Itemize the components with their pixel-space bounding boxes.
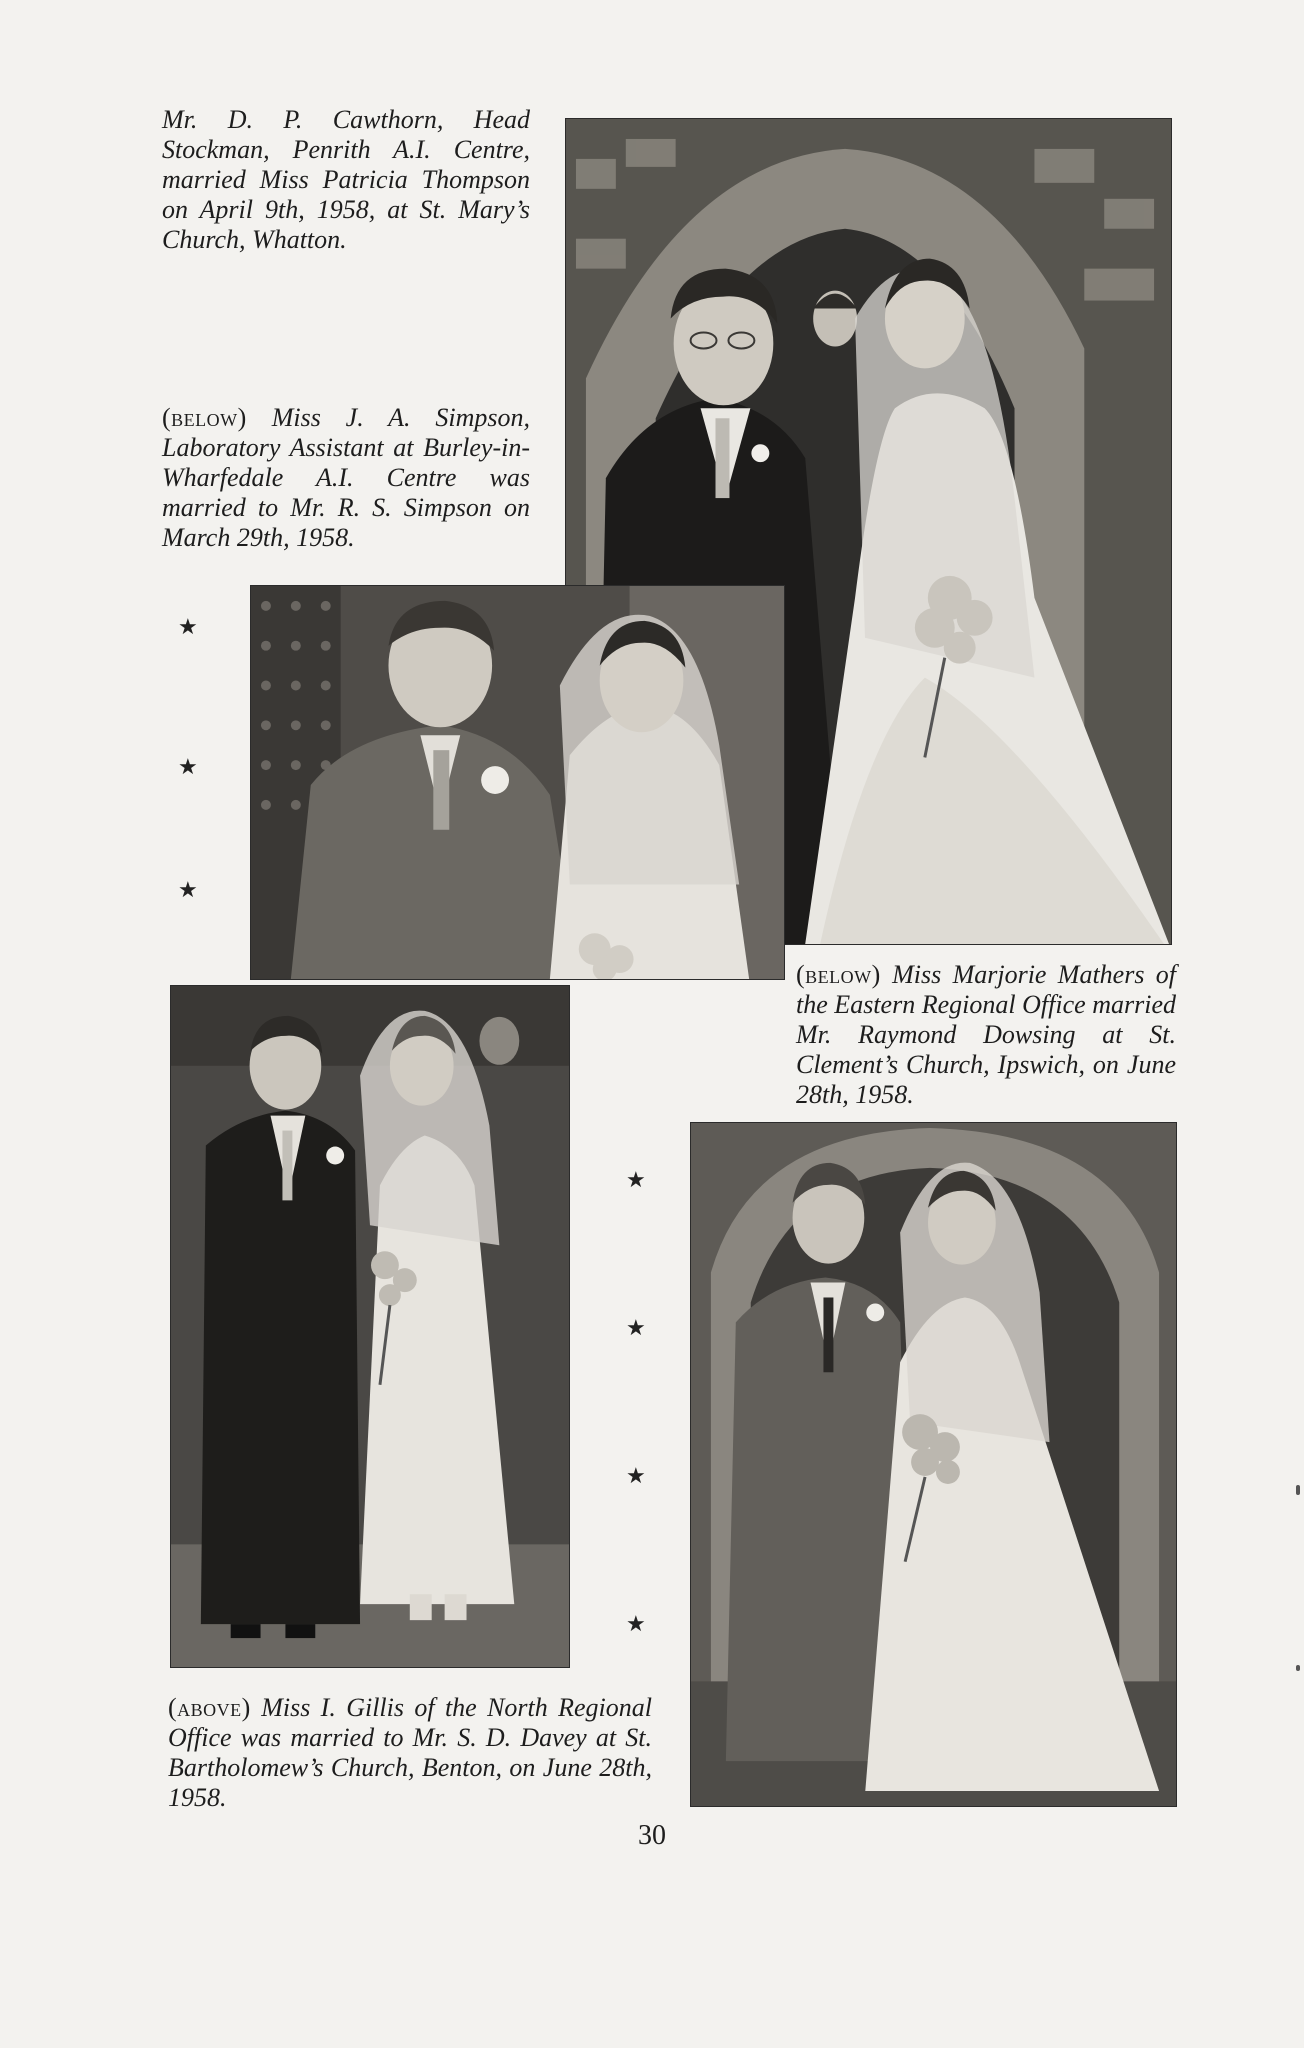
caption-gillis-text: Miss I. Gillis of the North Regional Office was married to Mr. S. D. Davey at St. Bartholomew’s Church, Benton, on June 28th, 1958. [168,1693,653,1812]
photo-simpson-wedding [250,585,785,980]
caption-gillis [168,1693,652,1813]
caption-mathers-prefix: (below) [796,960,881,989]
star-ornament: ★ [626,1316,646,1341]
star-ornament: ★ [178,878,198,903]
page-speck [1296,1485,1300,1495]
star-ornament: ★ [626,1168,646,1193]
caption-cawthorn-text: Mr. D. P. Cawthorn, Head Stockman, Penrith A.I. Centre, married Miss Patricia Thompson on April 9th, 1958, at St. Mary’s Church, Whatton. [162,105,530,254]
caption-gillis-prefix: (above) [168,1693,251,1722]
caption-mathers [796,960,1176,1110]
page-number: 30 [638,1820,666,1851]
star-ornament: ★ [178,615,198,640]
caption-mathers-text: Miss Marjorie Mathers of the Eastern Regional Office married Mr. Raymond Dowsing at St. Clement’s Church, Ipswich, on June 28th, 1958. [796,960,1176,1109]
star-ornament: ★ [626,1464,646,1489]
photo-mathers-wedding [690,1122,1177,1807]
star-ornament: ★ [178,755,198,780]
photo-gillis-wedding [170,985,570,1668]
caption-simpson [162,403,530,553]
caption-simpson-prefix: (below) [162,403,247,432]
page-speck [1296,1665,1300,1671]
star-ornament: ★ [626,1612,646,1637]
caption-cawthorn [162,105,530,255]
caption-simpson-text: Miss J. A. Simpson, Laboratory Assistant at Burley-in-Wharfedale A.I. Centre was married to Mr. R. S. Simpson on March 29th, 1958. [162,403,530,552]
